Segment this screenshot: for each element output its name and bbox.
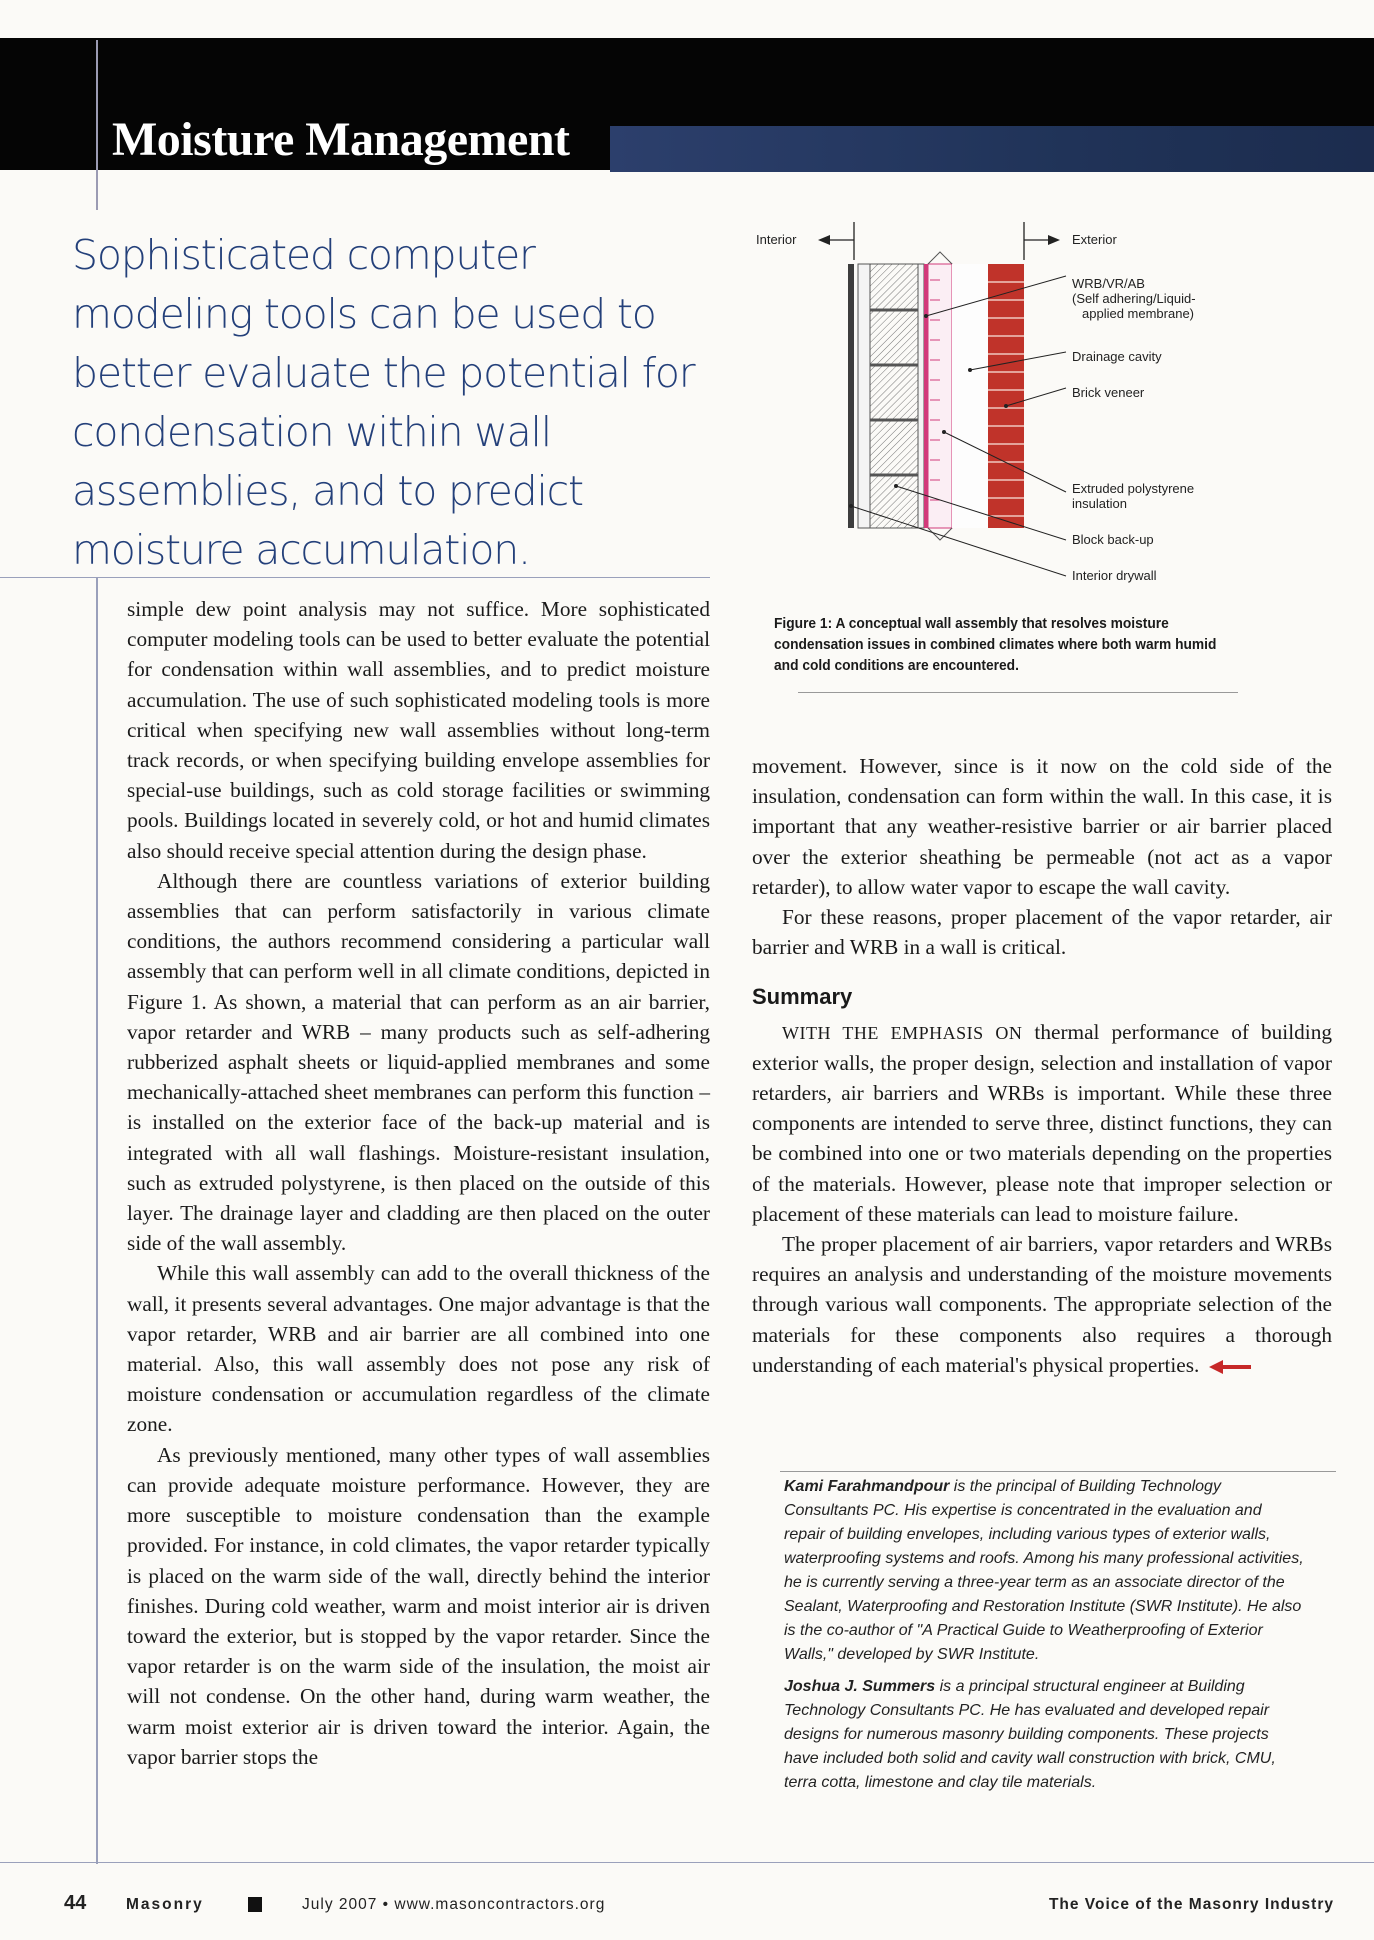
block-shell-inner <box>858 264 870 528</box>
page-number: 44 <box>64 1892 87 1914</box>
footer-rule <box>0 1862 1374 1863</box>
figure-caption-rule <box>798 692 1238 693</box>
label-xps-line2: insulation <box>1072 496 1127 511</box>
body-paragraph: For these reasons, proper placement of the vapor retarder, air barrier and WRB in a wall is critical. <box>752 905 1332 960</box>
summary-paragraph <box>752 1017 1332 1229</box>
wall-assembly-diagram <box>756 216 1276 596</box>
summary-paragraph <box>752 1229 1332 1380</box>
body-paragraph: Although there are countless variations of exterior building assemblies that can perform satisfactorily in various climate conditions, the authors recommend considering a particular wall assembly that can perform well in all climate conditions, depicted in Figure 1. As shown, a material that can perform as an air barrier, vapor retarder and WRB – many products such as self-adhering rubberized asphalt sheets or liquid-applied membranes and some mechanically-attached sheet membranes can perform this function – is installed on the exterior face of the back-up material and is integrated with all wall flashings. Moisture-resistant insulation, such as extruded polystyrene, is then placed on the outside of this layer. The drainage layer and cladding are then placed on the outer side of the wall assembly. <box>127 868 710 1256</box>
author-name: Joshua J. Summers <box>784 1678 936 1695</box>
summary-lead-in: WITH THE EMPHASIS ON <box>782 1022 1023 1043</box>
label-wrb-line1: WRB/VR/AB <box>1072 276 1145 291</box>
body-column-left <box>127 594 710 1772</box>
body-paragraph: As previously mentioned, many other types of wall assemblies can provide adequate moisture performance. However, they are more susceptible to moisture condensation than the example provided. For instance, in cold climates, the vapor retarder typically is placed on the warm side of the wall, directly behind the interior finishes. During cold weather, warm and moist interior air is driven toward the exterior, but is stopped by the vapor retarder. Since the vapor retarder is on the warm side of the insulation, the moist air will not condense. On the other hand, during warm weather, the warm moist exterior air is driven toward the interior. Again, the vapor barrier stops the <box>127 1442 710 1769</box>
body-column-right <box>752 751 1332 1380</box>
brick-veneer-layer <box>988 264 1024 528</box>
label-exterior: Exterior <box>1072 232 1117 247</box>
interior-direction-arrow <box>818 222 854 260</box>
summary-heading: Summary <box>752 984 853 1010</box>
body-paragraph: movement. However, since is it now on the cold side of the insulation, condensation can form within the wall. In this case, it is important that any weather-resistive barrier or air barrier placed over the exterior sheathing be permeable (not act as a vapor retarder), to allow water vapor to escape the wall cavity. <box>752 754 1332 899</box>
body-paragraph: While this wall assembly can add to the overall thickness of the wall, it presents several advantages. One major advantage is that the vapor retarder, WRB and air barrier are all combined into one material. Also, this wall assembly does not pose any risk of moisture condensation or accumulation regardless of the climate zone. <box>127 1261 710 1437</box>
magazine-name: Masonry <box>126 1896 204 1913</box>
drywall-layer <box>848 264 854 528</box>
author-bios <box>784 1475 1304 1803</box>
magazine-tagline: The Voice of the Masonry Industry <box>1048 1896 1334 1913</box>
label-block: Block back-up <box>1072 532 1154 547</box>
bio-divider <box>780 1471 1336 1472</box>
author-bio-text: is the principal of Building Technology Consultants PC. His expertise is concentrated in the evaluation and repair of building envelopes, including various types of exterior walls, waterproofing systems and roofs. Among his many professional activities, he is currently serving a three-year term as an associate director of the Sealant, Waterproofing and Restoration Institute (SWR Institute). He also is the co-author of "A Practical Guide to Weatherproofing of Exterior Walls," developed by SWR Institute. <box>784 1478 1304 1663</box>
column-rule <box>96 578 98 1864</box>
author-bio-text: is a principal structural engineer at Building Technology Consultants PC. He has evaluated and developed repair designs for numerous masonry building components. These projects have included both solid and cavity wall construction with brick, CMU, terra cotta, limestone and clay tile materials. <box>784 1678 1276 1791</box>
section-title: Moisture Management <box>112 113 570 166</box>
label-wrb-line2: (Self adhering/Liquid- <box>1072 291 1196 306</box>
summary-paragraph-text: thermal performance of building exterior walls, the proper design, selection and installation of vapor retarders, air barriers and WRBs is important. While these three components are intended to serve three, distinct functions, they can be combined into one or two materials depending on the properties of the materials. However, please note that improper selection or placement of these materials can lead to moisture failure. <box>752 1019 1332 1226</box>
label-xps-line1: Extruded polystyrene <box>1072 481 1195 496</box>
block-shell-outer <box>918 264 924 528</box>
label-drywall: Interior drywall <box>1072 568 1157 583</box>
pull-quote-divider <box>0 577 710 578</box>
label-drainage: Drainage cavity <box>1072 349 1162 364</box>
end-mark-icon <box>1209 1359 1253 1375</box>
author-name: Kami Farahmandpour <box>784 1478 950 1495</box>
author-bio <box>784 1475 1304 1667</box>
block-backup-layer <box>870 264 918 528</box>
issue-info: July 2007 • www.masoncontractors.org <box>302 1896 606 1913</box>
body-paragraph: simple dew point analysis may not suffice. More sophisticated computer modeling tools can be used to better evaluate the potential for condensation within wall assemblies, and to predict moisture accumulation. The use of such sophisticated modeling tools is more critical when specifying new wall assemblies without long-term track records, or when specifying building envelope assemblies for special-use buildings, such as cold storage facilities or swimming pools. Buildings located in severely cold, or hot and humid climates also should receive special attention during the design phase. <box>127 597 710 863</box>
pull-quote: Sophisticated computer modeling tools can be used to better evaluate the potential for condensation within wall assemblies, and to predict moisture accumulation. <box>72 231 695 574</box>
label-brick: Brick veneer <box>1072 385 1145 400</box>
label-interior: Interior <box>756 232 797 247</box>
membrane-layer <box>924 264 928 528</box>
author-bio <box>784 1675 1304 1795</box>
summary-paragraph-text: The proper placement of air barriers, vapor retarders and WRBs requires an analysis and understanding of the moisture movements through various wall components. The appropriate selection of the materials for these components also requires a thorough understanding of each material's physical properties. <box>752 1232 1332 1377</box>
square-bullet-icon <box>248 1897 262 1912</box>
header-accent-bar <box>610 126 1374 172</box>
header-rule <box>96 40 98 210</box>
label-wrb-line3: applied membrane) <box>1082 306 1195 321</box>
figure-caption: Figure 1: A conceptual wall assembly that resolves moisture condensation issues in combined climates where both warm humid and cold conditions are encountered. <box>774 616 1217 674</box>
exterior-direction-arrow <box>1024 222 1060 260</box>
